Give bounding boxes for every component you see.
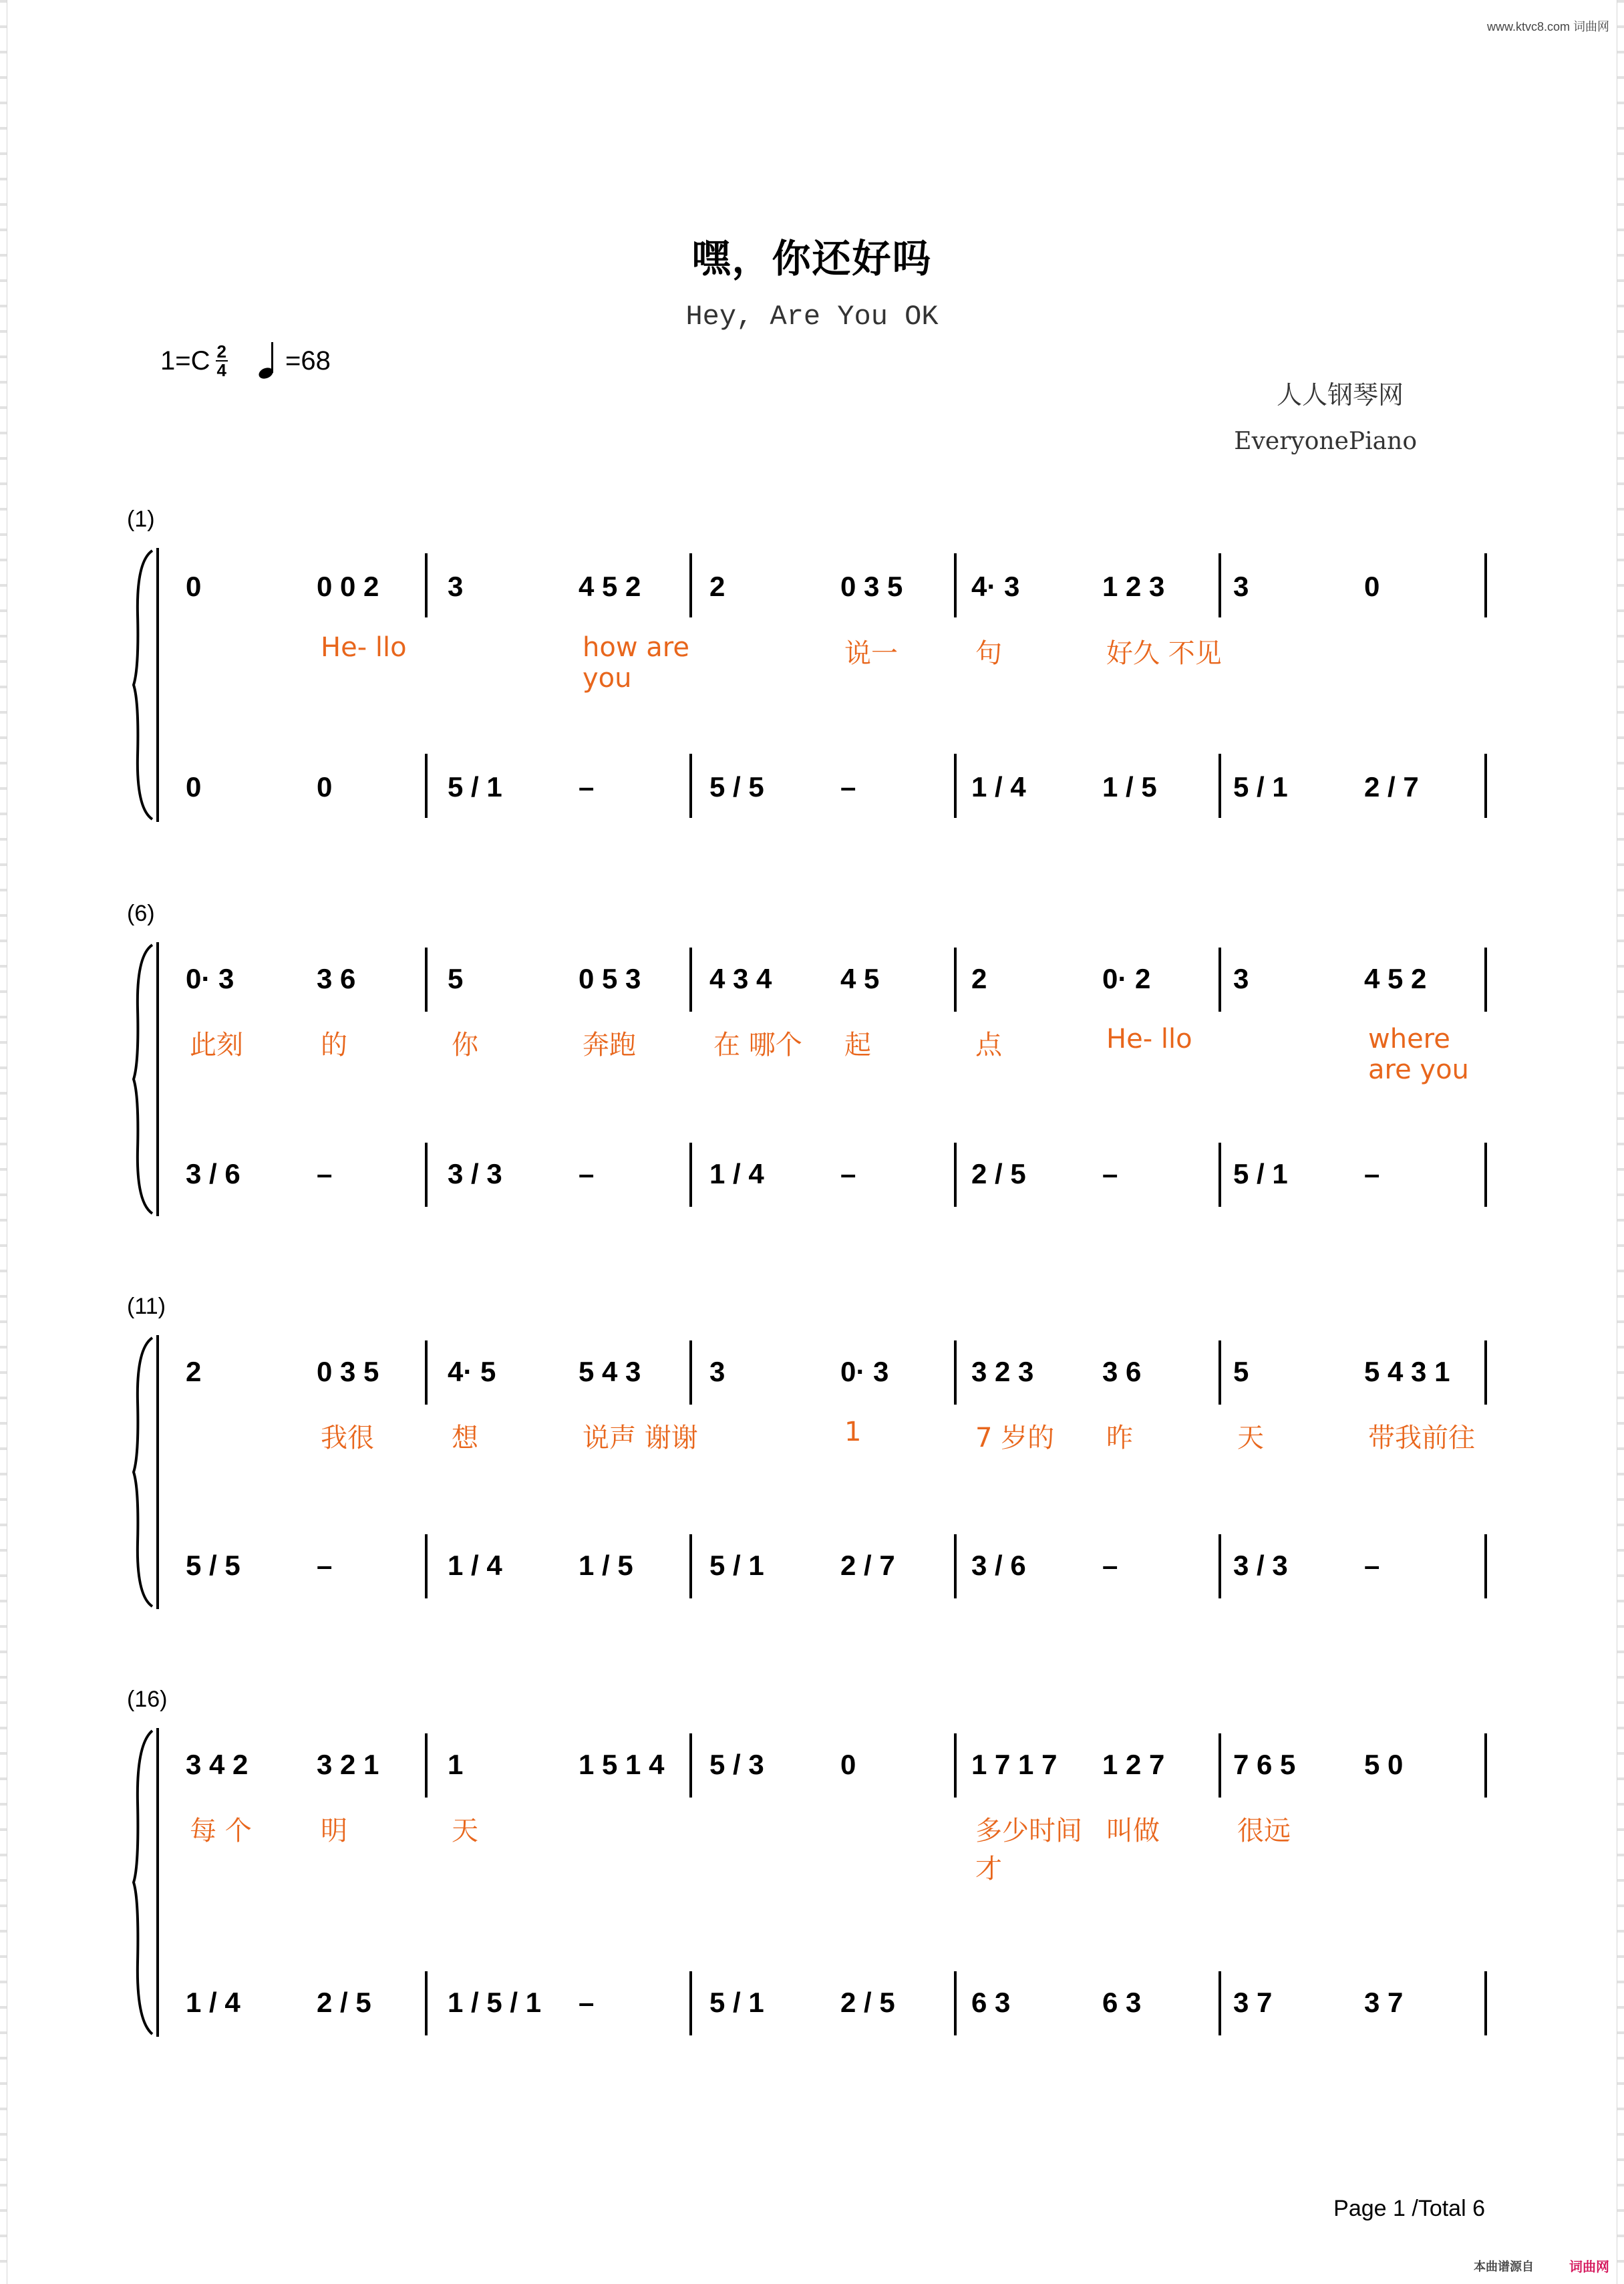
note: 3 <box>1233 571 1249 602</box>
lyric <box>704 632 835 694</box>
quarter-note-icon <box>259 341 283 381</box>
note: 1 2 3 <box>1102 571 1165 602</box>
page-indicator: Page 1 /Total 6 <box>1333 2196 1485 2221</box>
bass-note: – <box>840 771 856 803</box>
time-signature <box>216 343 228 379</box>
bass-note: 5 / 1 <box>709 1987 764 2018</box>
lyric <box>1359 1810 1490 1886</box>
score-title: 嘿，你还好吗 <box>691 236 933 281</box>
note: 1 <box>448 1749 464 1780</box>
bass-note: – <box>317 1158 333 1189</box>
note: 3 6 <box>317 963 356 994</box>
note: 3 4 2 <box>186 1749 249 1780</box>
bass-note: 3 / 6 <box>186 1158 240 1189</box>
note: 3 <box>448 571 464 602</box>
lyric <box>1228 1024 1359 1085</box>
note: 0 3 5 <box>317 1356 379 1387</box>
lyric: 说声 谢谢 <box>583 1423 698 1453</box>
note: 5 0 <box>1364 1749 1404 1780</box>
note: 7 6 5 <box>1233 1749 1296 1780</box>
bass-note: 3 7 <box>1233 1987 1273 2018</box>
lyric: 每 个 <box>190 1816 252 1846</box>
melody-row <box>180 563 1490 610</box>
bass-note: 2 / 7 <box>1364 771 1419 803</box>
note: 1 2 7 <box>1102 1749 1165 1780</box>
bass-note: 6 3 <box>1102 1987 1142 2018</box>
lyric: 带我前往 <box>1368 1423 1475 1453</box>
lyric: 我很 <box>321 1423 374 1453</box>
bass-note: 0 <box>317 771 333 803</box>
bass-note: 2 / 5 <box>317 1987 371 2018</box>
score-subtitle: Hey, Are You OK <box>685 301 939 333</box>
key-label: 1=C <box>160 345 210 376</box>
lyric: 1 <box>844 1417 862 1447</box>
bass-note: 3 / 3 <box>1233 1550 1288 1581</box>
bass-note: – <box>317 1550 333 1581</box>
note: 0· 3 <box>186 963 234 994</box>
bass-note: 1 / 5 <box>579 1550 633 1581</box>
bass-row <box>180 1151 1490 1197</box>
note: 0 0 2 <box>317 571 379 602</box>
lyric: how are you <box>583 632 689 694</box>
note: 3 2 1 <box>317 1749 379 1780</box>
lyric <box>1359 632 1490 694</box>
note: 2 <box>186 1356 202 1387</box>
lyric: 奔跑 <box>583 1030 636 1060</box>
lyric <box>573 1810 704 1886</box>
bass-note: 5 / 1 <box>448 771 502 803</box>
note: 5 / 3 <box>709 1749 764 1780</box>
measure-number: (16) <box>127 1687 168 1712</box>
note: 0· 3 <box>840 1356 889 1387</box>
lyric: 好久 不见 <box>1106 638 1222 669</box>
lyric: 天 <box>452 1816 478 1846</box>
note: 0· 2 <box>1102 963 1151 994</box>
note: 4 5 <box>840 963 880 994</box>
note: 0 3 5 <box>840 571 903 602</box>
lyric: 7 岁的 <box>975 1423 1055 1453</box>
note: 0 <box>1364 571 1380 602</box>
melody-row <box>180 956 1490 1002</box>
bass-note: 3 / 6 <box>971 1550 1026 1581</box>
lyrics-row <box>180 1810 1490 1886</box>
bass-note: 2 / 5 <box>971 1158 1026 1189</box>
lyric <box>180 632 311 694</box>
lyrics-row <box>180 1417 1490 1455</box>
lyric <box>180 1417 311 1455</box>
lyric <box>704 1417 835 1455</box>
note: 0 <box>840 1749 856 1780</box>
site-logo: 词曲网 <box>1569 2260 1609 2275</box>
lyric <box>835 1810 966 1886</box>
note: 3 <box>1233 963 1249 994</box>
bass-note: 1 / 5 <box>1102 771 1157 803</box>
measure-number: (6) <box>127 901 155 926</box>
key-signature <box>160 341 331 381</box>
system-brace-icon <box>132 548 159 822</box>
bass-note: – <box>579 771 595 803</box>
lyric: 的 <box>321 1030 347 1060</box>
note: 2 <box>971 963 987 994</box>
bass-note: 6 3 <box>971 1987 1011 2018</box>
lyric: 昨 <box>1106 1423 1133 1453</box>
note: 5 4 3 1 <box>1364 1356 1450 1387</box>
bass-note: 2 / 5 <box>840 1987 895 2018</box>
note: 0 5 3 <box>579 963 641 994</box>
source-watermark-top: www.ktvc8.com 词曲网 <box>1486 20 1609 33</box>
bass-note: 0 <box>186 771 202 803</box>
bass-note: 5 / 5 <box>709 771 764 803</box>
melody-row <box>180 1348 1490 1395</box>
bass-note: – <box>579 1987 595 2018</box>
arranger-cn: 人人钢琴网 <box>1276 380 1404 410</box>
bass-note: 2 / 7 <box>840 1550 895 1581</box>
system-brace-icon <box>132 1335 159 1609</box>
bass-row <box>180 1542 1490 1589</box>
bass-note: 3 / 3 <box>448 1158 502 1189</box>
lyric: 句 <box>975 638 1002 669</box>
note: 1 5 1 4 <box>579 1749 665 1780</box>
lyric: He- llo <box>321 632 407 663</box>
note: 4 3 4 <box>709 963 772 994</box>
right-margin-strip <box>1617 0 1624 2284</box>
source-credit: 本曲谱源自 <box>1474 2260 1534 2273</box>
bass-row <box>180 764 1490 811</box>
note: 4 5 2 <box>579 571 641 602</box>
lyric: 很远 <box>1237 1816 1291 1846</box>
note: 3 2 3 <box>971 1356 1034 1387</box>
lyric: 天 <box>1237 1423 1264 1453</box>
note: 5 <box>1233 1356 1249 1387</box>
time-numerator: 2 <box>216 341 226 362</box>
bass-note: – <box>1364 1158 1380 1189</box>
note: 3 6 <box>1102 1356 1142 1387</box>
bass-row <box>180 1979 1490 2026</box>
lyric: 起 <box>844 1030 871 1060</box>
note: 4· 5 <box>448 1356 496 1387</box>
bass-note: 1 / 5 / 1 <box>448 1987 542 2018</box>
time-denominator: 4 <box>216 360 226 380</box>
lyrics-row <box>180 1024 1490 1085</box>
bass-note: – <box>1102 1550 1118 1581</box>
bass-note: – <box>840 1158 856 1189</box>
bass-note: 1 / 4 <box>186 1987 240 2018</box>
lyric: 在 哪个 <box>713 1030 802 1060</box>
bass-note: – <box>579 1158 595 1189</box>
bass-note: 5 / 5 <box>186 1550 240 1581</box>
lyric: 叫做 <box>1106 1816 1160 1846</box>
tempo-value: =68 <box>285 345 331 376</box>
bass-note: 5 / 1 <box>1233 1158 1288 1189</box>
left-margin-strip <box>0 0 7 2284</box>
system-brace-icon <box>132 1728 159 2037</box>
bass-note: 5 / 1 <box>709 1550 764 1581</box>
lyric <box>704 1810 835 1886</box>
lyric <box>442 632 573 694</box>
arranger-en: EveryonePiano <box>1234 428 1417 455</box>
bass-note: 1 / 4 <box>971 771 1026 803</box>
note: 4 5 2 <box>1364 963 1427 994</box>
lyric: where are you <box>1368 1024 1469 1085</box>
measure-number: (11) <box>127 1294 166 1319</box>
lyric: 明 <box>321 1816 347 1846</box>
lyric: 点 <box>975 1030 1002 1060</box>
bass-note: 5 / 1 <box>1233 771 1288 803</box>
bass-note: – <box>1364 1550 1380 1581</box>
lyric <box>1228 632 1359 694</box>
note: 4· 3 <box>971 571 1020 602</box>
bass-note: 3 7 <box>1364 1987 1404 2018</box>
lyric: 说一 <box>844 638 898 669</box>
lyric: 你 <box>452 1030 478 1060</box>
note: 2 <box>709 571 725 602</box>
lyric: 此刻 <box>190 1030 243 1060</box>
lyric: He- llo <box>1106 1024 1192 1054</box>
note: 3 <box>709 1356 725 1387</box>
measure-number: (1) <box>127 507 155 532</box>
bass-note: 1 / 4 <box>448 1550 502 1581</box>
bass-note: 1 / 4 <box>709 1158 764 1189</box>
system-brace-icon <box>132 942 159 1216</box>
lyric: 多少时间 才 <box>975 1816 1082 1884</box>
note: 5 <box>448 963 464 994</box>
melody-row <box>180 1741 1490 1788</box>
note: 5 4 3 <box>579 1356 641 1387</box>
bass-note: – <box>1102 1158 1118 1189</box>
note: 1 7 1 7 <box>971 1749 1058 1780</box>
lyric: 想 <box>452 1423 478 1453</box>
note: 0 <box>186 571 202 602</box>
lyrics-row <box>180 632 1490 694</box>
